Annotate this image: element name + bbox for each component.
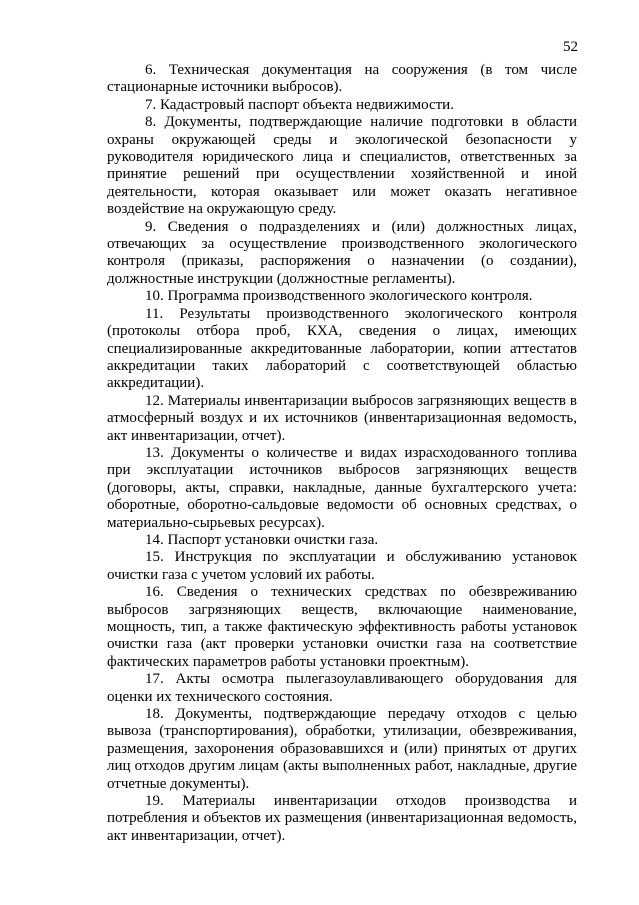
list-item-12: 12. Материалы инвентаризации выбросов загрязняющих веществ в атмосферный воздух и их источников (инвентаризационная ведомость, акт инвентаризации, отчет).	[107, 392, 577, 444]
list-item-16: 16. Сведения о технических средствах по обезвреживанию выбросов загрязняющих веществ, включающие наименование, мощность, тип, а также фактическую эффективность работы установок очистки газа (акт проверки установки очистки газа на соответствие фактических параметров работы установки проектным).	[107, 584, 577, 670]
list-item-10: 10. Программа производственного экологического контроля.	[145, 288, 533, 305]
list-item-6: 6. Техническая документация на сооружения (в том числе стационарные источники выбросов).	[107, 62, 577, 96]
list-item-18: 18. Документы, подтверждающие передачу отходов с целью вывоза (транспортирования), обработки, утилизации, обезвреживания, размещения, захоронения образовавшихся и (или) принятых от других лиц отходов другим лицам (акты выполненных работ, накладные, другие отчетные документы).	[107, 706, 577, 792]
list-item-19: 19. Материалы инвентаризации отходов производства и потребления и объектов их размещения (инвентаризационная ведомость, акт инвентаризации, отчет).	[107, 793, 577, 844]
list-item-8: 8. Документы, подтверждающие наличие подготовки в области охраны окружающей среды и экологической безопасности у руководителя юридического лица и специалистов, ответственных за принятие решений при осуществлении хозяйственной и иной деятельности, которая оказывает или может оказать негативное воздействие на окружающую среду.	[107, 114, 577, 218]
list-item-7: 7. Кадастровый паспорт объекта недвижимости.	[145, 96, 454, 113]
document-body	[107, 62, 577, 845]
list-item-9: 9. Сведения о подразделениях и (или) должностных лицах, отвечающих за осуществление производственного экологического контроля (приказы, распоряжения о назначении (о создании), должностные инструкции (должностные регламенты).	[107, 218, 577, 287]
page-number: 52	[563, 39, 578, 55]
list-item-14: 14. Паспорт установки очистки газа.	[145, 531, 379, 548]
list-item-15: 15. Инструкция по эксплуатации и обслуживанию установок очистки газа с учетом условий их работы.	[107, 549, 577, 583]
list-item-11: 11. Результаты производственного экологического контроля (протоколы отбора проб, КХА, сведения о лицах, имеющих специализированные аккредитованные лаборатории, копии аттестатов аккредитации таких лабораторий с соответствующей областью аккредитации).	[107, 305, 577, 392]
list-item-17: 17. Акты осмотра пылегазоулавливающего оборудования для оценки их технического состояния.	[107, 671, 577, 705]
list-item-13: 13. Документы о количестве и видах израсходованного топлива при эксплуатации источников выбросов загрязняющих веществ (договоры, акты, справки, накладные, данные бухгалтерского учета: оборотные, оборотно-сальдовые ведомости об основных средствах, о материально-сырьевых ресурсах).	[107, 444, 577, 531]
